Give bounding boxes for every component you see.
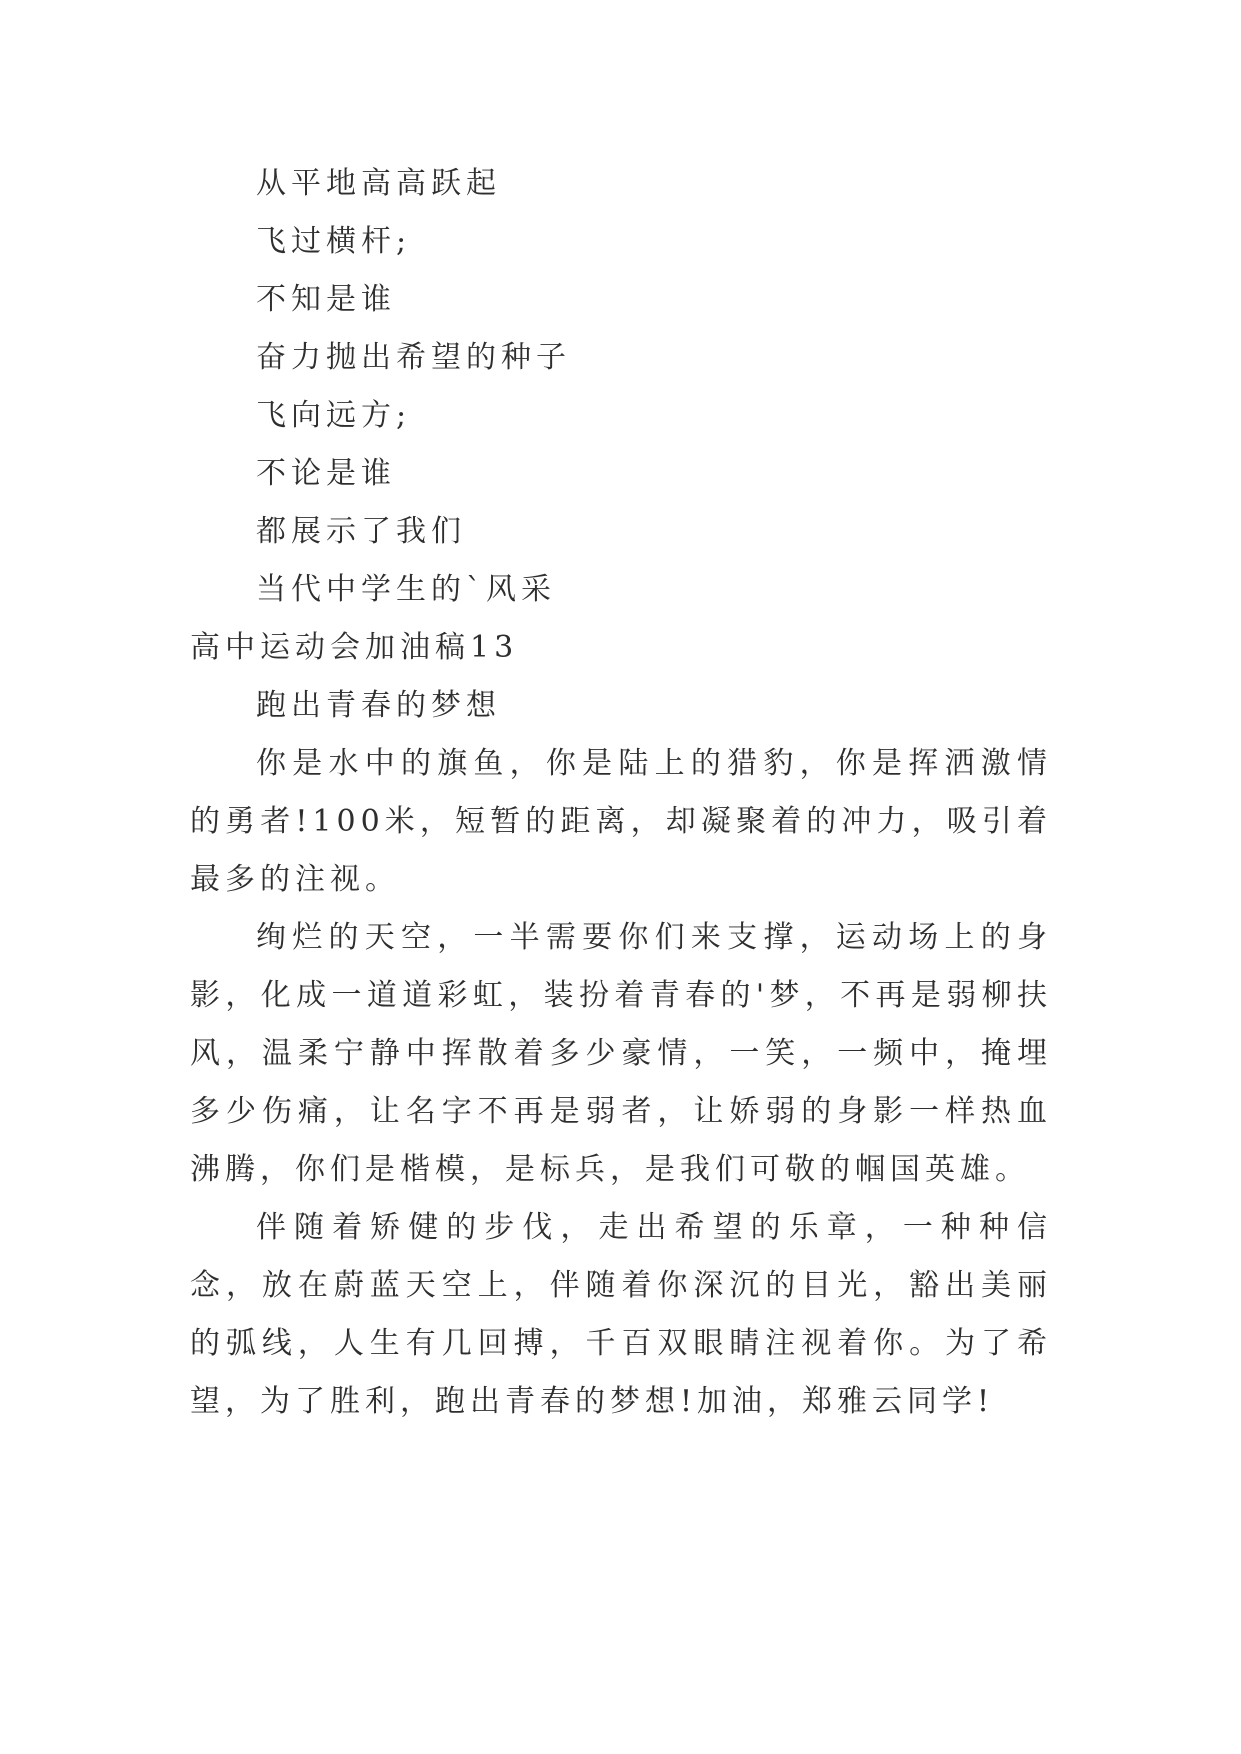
poem-line: 当代中学生的`风采 bbox=[256, 572, 556, 607]
poem-line: 不知是谁 bbox=[256, 282, 396, 317]
poem-line: 飞过横杆; bbox=[256, 224, 412, 259]
paragraph: 绚烂的天空，一半需要你们来支撑，运动场上的身影，化成一道道彩虹，装扮着青春的'梦，不再是弱柳扶风，温柔宁静中挥散着多少豪情，一笑，一频中，掩埋多少伤痛，让名字不再是弱者，让娇弱的身影一样热血沸腾，你们是楷模，是标兵，是我们可敬的帼国英雄。 bbox=[190, 920, 1052, 1187]
paragraph: 伴随着矫健的步伐，走出希望的乐章，一种种信念，放在蔚蓝天空上，伴随着你深沉的目光，豁出美丽的弧线，人生有几回搏，千百双眼睛注视着你。为了希望，为了胜利，跑出青春的梦想!加油，郑雅云同学! bbox=[190, 1210, 1052, 1419]
poem-line: 都展示了我们 bbox=[256, 514, 466, 549]
section-title: 跑出青春的梦想 bbox=[256, 688, 501, 723]
section-heading: 高中运动会加油稿13 bbox=[190, 630, 519, 665]
poem-line: 从平地高高跃起 bbox=[256, 166, 501, 201]
poem-line: 奋力抛出希望的种子 bbox=[256, 340, 571, 375]
poem-line: 飞向远方; bbox=[256, 398, 412, 433]
paragraph: 你是水中的旗鱼，你是陆上的猎豹，你是挥洒激情的勇者!100米，短暂的距离，却凝聚着的冲力，吸引着最多的注视。 bbox=[190, 746, 1052, 897]
poem-line: 不论是谁 bbox=[256, 456, 396, 491]
